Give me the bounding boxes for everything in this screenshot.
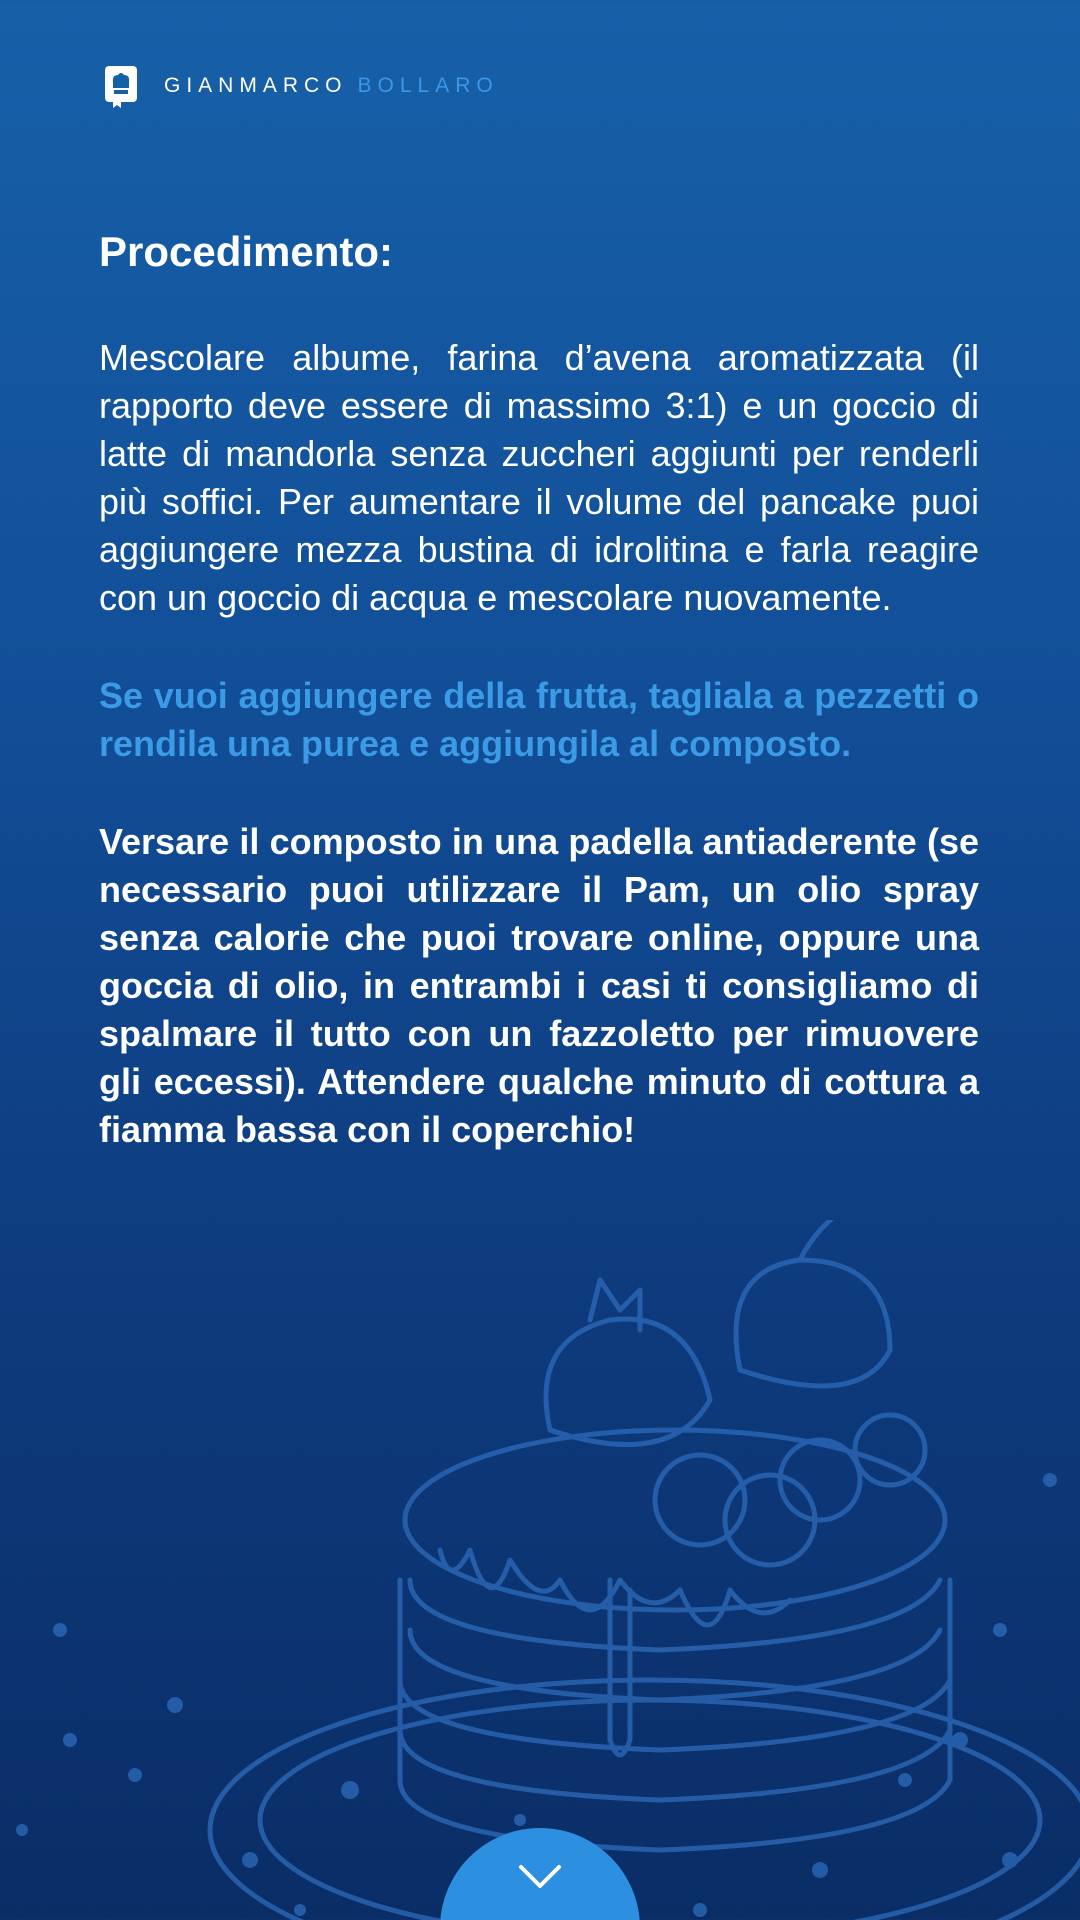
procedure-tip-paragraph: Se vuoi aggiungere della frutta, tagliala a pezzetti o rendila una purea e aggiungila al composto. xyxy=(99,675,979,764)
procedure-paragraph-3: Versare il composto in una padella antiaderente (se necessario puoi utilizzare il Pam, un olio spray senza calorie che puoi trovare online, oppure una goccia di olio, in entrambi i casi ti consigliamo di spalmare il tutto con un fazzoletto per rimuovere gli eccessi). Attendere qualche minuto di cottura a fiamma bassa con il coperchio! xyxy=(99,821,979,1150)
procedure-paragraph-1: Mescolare albume, farina d’avena aromatizzata (il rapporto deve essere di massimo 3:1) e un goccio di latte di mandorla senza zuccheri aggiunti per renderli più soffici. Per aumentare il volume del pancake puoi aggiungere mezza bustina di idrolitina e farla reagire con un goccio di acqua e mescolare nuovamente. xyxy=(99,337,979,618)
pancake-stack-illustration xyxy=(0,1220,1080,1920)
brand-last-name: BOLLARO xyxy=(357,74,499,97)
brand-header[interactable] xyxy=(104,64,499,108)
brand-name xyxy=(164,74,499,98)
chevron-down-icon xyxy=(518,1864,562,1890)
chef-book-icon xyxy=(104,64,138,108)
recipe-content xyxy=(99,224,979,1154)
brand-first-name: GIANMARCO xyxy=(164,74,348,97)
section-title: Procedimento: xyxy=(99,228,394,275)
